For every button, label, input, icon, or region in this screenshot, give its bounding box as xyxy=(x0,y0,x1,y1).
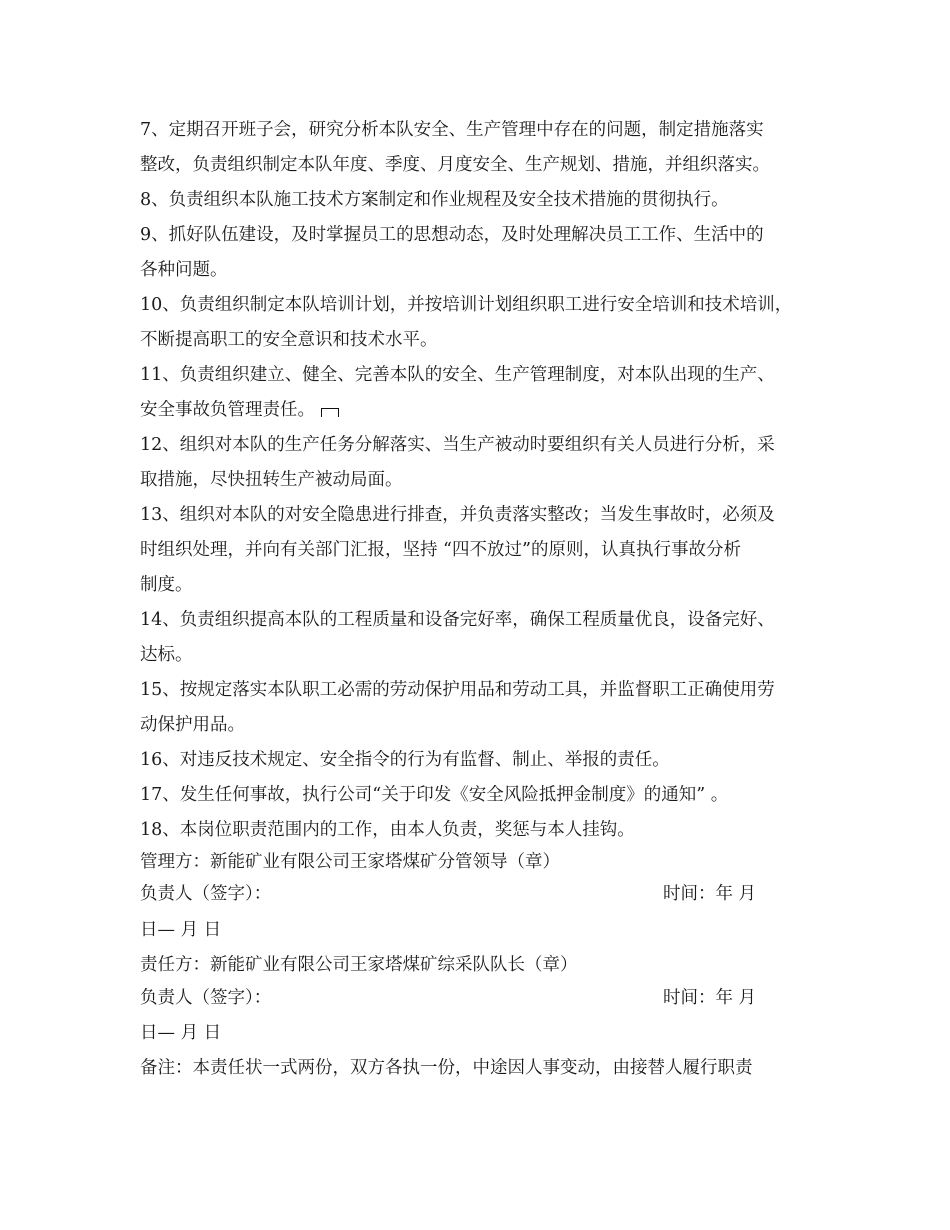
responsible-signer: 负责人（签字）： xyxy=(140,988,272,1008)
management-party: 管理方：新能矿业有限公司王家塔煤矿分管领导（章） xyxy=(140,852,560,872)
item-11-line-2-wrap xyxy=(140,402,339,420)
management-signer: 负责人（签字）： xyxy=(140,884,272,904)
item-13-line-3: 制度。 xyxy=(140,575,193,595)
item-10-line-1: 10、负责组织制定本队培训计划，并按培训计划组织职工进行安全培训和技术培训， xyxy=(140,295,793,315)
item-18-line-1: 18、本岗位职责范围内的工作，由本人负责，奖惩与本人挂钩。 xyxy=(140,820,635,840)
responsible-time: 时间：年 月 xyxy=(663,988,757,1008)
item-11-line-1: 11、负责组织建立、健全、完善本队的安全、生产管理制度，对本队出现的生产、 xyxy=(140,365,775,385)
item-12-line-1: 12、组织对本队的生产任务分解落实、当生产被动时要组织有关人员进行分析，采 xyxy=(140,435,775,455)
item-17-line-1: 17、发生任何事故，执行公司“关于印发《安全风险抵押金制度》的通知” 。 xyxy=(140,785,729,805)
item-8-line-1: 8、负责组织本队施工技术方案制定和作业规程及安全技术措施的贯彻执行。 xyxy=(140,190,729,210)
item-12-line-2: 取措施，尽快扭转生产被动局面。 xyxy=(140,470,403,490)
item-11-line-2: 安全事故负管理责任。 xyxy=(140,400,315,420)
item-15-line-2: 动保护用品。 xyxy=(140,715,245,735)
item-16-line-1: 16、对违反技术规定、安全指令的行为有监督、制止、举报的责任。 xyxy=(140,750,670,770)
item-10-line-2: 不断提高职工的安全意识和技术水平。 xyxy=(140,330,438,350)
item-7-line-1: 7、定期召开班子会，研究分析本队安全、生产管理中存在的问题，制定措施落实 xyxy=(140,120,764,140)
management-time: 时间：年 月 xyxy=(663,884,757,904)
item-9-line-2: 各种问题。 xyxy=(140,260,228,280)
item-14-line-1: 14、负责组织提高本队的工程质量和设备完好率，确保工程质量优良，设备完好、 xyxy=(140,610,775,630)
bracket-mark-icon xyxy=(321,408,339,417)
item-7-line-2: 整改，负责组织制定本队年度、季度、月度安全、生产规划、措施，并组织落实。 xyxy=(140,155,770,175)
item-15-line-1: 15、按规定落实本队职工必需的劳动保护用品和劳动工具，并监督职工正确使用劳 xyxy=(140,680,775,700)
management-date-tail: 日— 月 日 xyxy=(140,920,222,940)
item-13-line-2: 时组织处理，并向有关部门汇报，坚持 “四不放过”的原则，认真执行事故分析 xyxy=(140,540,741,560)
item-13-line-1: 13、组织对本队的对安全隐患进行排查，并负责落实整改；当发生事故时，必须及 xyxy=(140,505,775,525)
item-9-line-1: 9、抓好队伍建设，及时掌握员工的思想动态，及时处理解决员工工作、生活中的 xyxy=(140,225,764,245)
item-14-line-2: 达标。 xyxy=(140,645,193,665)
responsible-date-tail: 日— 月 日 xyxy=(140,1023,222,1043)
note: 备注：本责任状一式两份，双方各执一份，中途因人事变动，由接替人履行职责 xyxy=(140,1058,753,1078)
responsible-party: 责任方：新能矿业有限公司王家塔煤矿综采队队长（章） xyxy=(140,955,578,975)
